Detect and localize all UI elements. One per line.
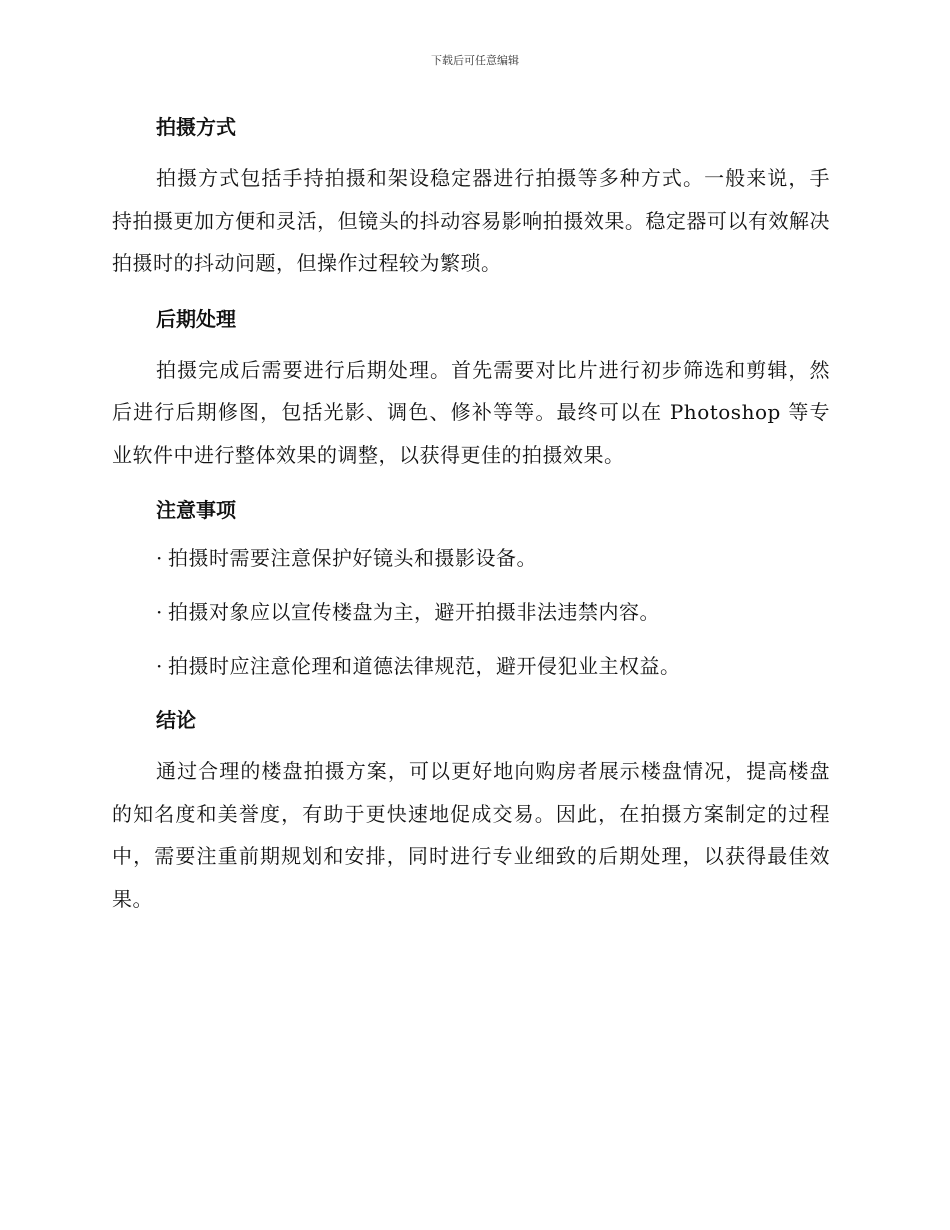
list-item-text: 拍摄对象应以宣传楼盘为主，避开拍摄非法违禁内容。 <box>168 600 660 624</box>
section-paragraph: 拍摄完成后需要进行后期处理。首先需要对比片进行初步筛选和剪辑，然后进行后期修图，包括光影、调色、修补等等。最终可以在 Photoshop 等专业软件中进行整体效果的调整，以获得更佳的拍摄效果。 <box>112 357 830 467</box>
bullet-marker: · <box>156 546 163 570</box>
section-shooting-method <box>112 108 830 285</box>
list-item <box>156 539 830 577</box>
section-heading: 拍摄方式 <box>156 115 236 139</box>
bullet-marker: · <box>156 654 163 678</box>
section-heading: 后期处理 <box>156 306 236 331</box>
list-item <box>156 647 830 685</box>
document-body <box>112 108 830 935</box>
list-item <box>156 593 830 631</box>
section-paragraph: 通过合理的楼盘拍摄方案，可以更好地向购房者展示楼盘情况，提高楼盘的知名度和美誉度，有助于更快速地促成交易。因此，在拍摄方案制定的过程中，需要注重前期规划和安排，同时进行专业细致的后期处理，以获得最佳效果。 <box>112 759 830 911</box>
section-heading: 注意事项 <box>156 498 236 522</box>
section-paragraph: 拍摄方式包括手持拍摄和架设稳定器进行拍摄等多种方式。一般来说，手持拍摄更加方便和灵活，但镜头的抖动容易影响拍摄效果。稳定器可以有效解决拍摄时的抖动问题，但操作过程较为繁琐。 <box>112 166 830 275</box>
section-heading: 结论 <box>156 708 196 732</box>
section-precautions <box>112 491 830 685</box>
bullet-list <box>112 539 830 685</box>
list-item-text: 拍摄时需要注意保护好镜头和摄影设备。 <box>168 546 537 570</box>
list-item-text: 拍摄时应注意伦理和道德法律规范，避开侵犯业主权益。 <box>168 654 681 678</box>
section-post-processing <box>112 300 830 477</box>
section-conclusion <box>112 701 830 920</box>
page-header: 下载后可任意编辑 <box>431 54 519 67</box>
bullet-marker: · <box>156 600 163 624</box>
